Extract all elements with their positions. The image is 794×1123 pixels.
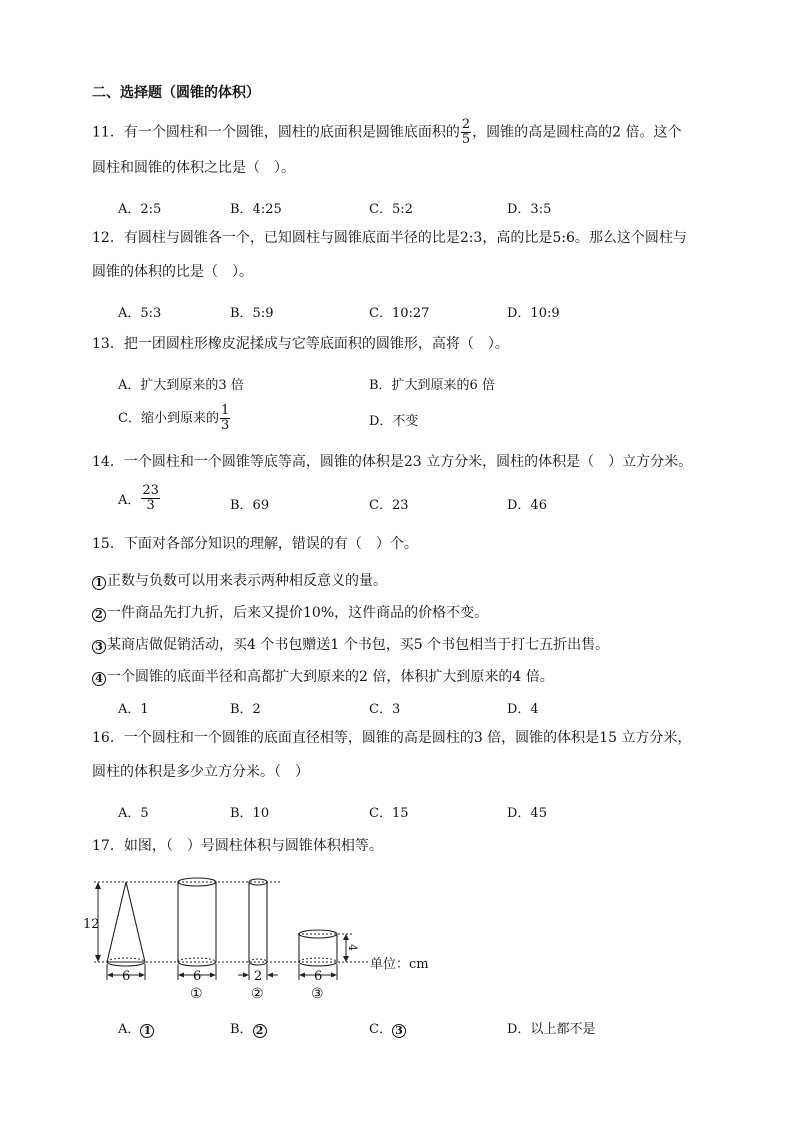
question-11-line2: 圆柱和圆锥的体积之比是（ ）。 [92, 160, 295, 176]
circled-number-3: 3 [92, 640, 106, 654]
cylinder-3-mark: ③ [311, 986, 324, 1002]
section-title: 二、选择题（圆锥的体积） [92, 85, 260, 101]
question-11-text: 11．有一个圆柱和一个圆锥，圆柱的底面积是圆锥底面积的 [92, 124, 460, 141]
q15-option-d[interactable]: D．4 [507, 702, 539, 717]
cone-base-label: 6 [122, 969, 131, 984]
question-17-line1: 17．如图，（ ）号圆柱体积与圆锥体积相等。 [92, 838, 383, 854]
q11-option-b[interactable]: B．4:25 [230, 202, 282, 217]
cylinder-2-base-label: 2 [254, 969, 263, 984]
cylinder-2 [249, 879, 267, 965]
q16-option-a[interactable]: A．5 [118, 806, 149, 821]
q14-option-c[interactable]: C．23 [369, 498, 409, 513]
cone-height-label: 12 [83, 917, 100, 932]
question-16-line2: 圆柱的体积是多少立方分米。（ ） [92, 764, 309, 780]
q13-option-c[interactable]: C．缩小到原来的 $\frac{1}{3}$ [118, 403, 230, 433]
cylinder-3 [299, 930, 337, 966]
q13-option-d[interactable]: D．不变 [369, 414, 419, 429]
circled-number-4: 4 [92, 672, 106, 686]
fraction-1-3: $\frac{1}{3}$ [220, 403, 230, 433]
q15-statement-3: 3 某商店做促销活动，买4 个书包赠送1 个书包，买5 个书包相当于打七五折出售。 [92, 634, 609, 654]
q15-statement-2: 2 一件商品先打九折，后来又提价10%，这件商品的价格不变。 [92, 602, 488, 622]
q15-statement-4: 4 一个圆锥的底面半径和高都扩大到原来的2 倍，体积扩大到原来的4 倍。 [92, 666, 554, 686]
q12-option-c[interactable]: C．10:27 [369, 306, 430, 321]
unit-label: 单位：cm [370, 957, 429, 972]
fraction-2-5: $\frac{2}{5}$ [461, 117, 471, 147]
q15-option-b[interactable]: B．2 [230, 702, 261, 717]
cylinder-1-base-label: 6 [193, 969, 202, 984]
circled-number-3-icon: 3 [392, 1024, 406, 1038]
q12-option-a[interactable]: A．5:3 [118, 306, 162, 321]
question-12-line1: 12．有圆柱与圆锥各一个，已知圆柱与圆锥底面半径的比是2:3，高的比是5:6。那么这个圆柱与 [92, 230, 687, 246]
question-15-line1: 15．下面对各部分知识的理解，错误的有（ ）个。 [92, 536, 418, 552]
q17-option-d[interactable]: D．以上都不是 [507, 1022, 596, 1037]
q15-option-a[interactable]: A．1 [118, 702, 149, 717]
question-12-line2: 圆锥的体积的比是（ ）。 [92, 264, 253, 280]
q15-statement-1: 1 正数与负数可以用来表示两种相反意义的量。 [92, 570, 387, 590]
cone-shape [107, 882, 145, 966]
question-16-line1: 16．一个圆柱和一个圆锥的底面直径相等，圆锥的高是圆柱的3 倍，圆锥的体积是15 立方分米， [92, 730, 692, 746]
q17-option-c[interactable]: C． 3 [369, 1018, 407, 1038]
question-14-line1: 14．一个圆柱和一个圆锥等底等高，圆锥的体积是23 立方分米，圆柱的体积是（ ）立方分米。 [92, 454, 693, 470]
q17-option-b[interactable]: B． 2 [230, 1018, 268, 1038]
q11-option-c[interactable]: C．5:2 [369, 202, 413, 217]
circled-number-1: 1 [92, 576, 106, 590]
q13-option-a[interactable]: A．扩大到原来的3 倍 [118, 378, 244, 393]
fraction-23-3: $\frac{23}{3}$ [142, 483, 159, 513]
q14-option-d[interactable]: D．46 [507, 498, 547, 513]
cylinder-1 [178, 878, 216, 966]
q13-option-b[interactable]: B．扩大到原来的6 倍 [369, 378, 495, 393]
q14-option-b[interactable]: B．69 [230, 498, 270, 513]
circled-number-1-icon: 1 [140, 1024, 154, 1038]
q15-option-c[interactable]: C．3 [369, 702, 401, 717]
q17-figure [80, 872, 440, 1002]
cylinder-1-mark: ① [190, 986, 203, 1002]
q17-option-a[interactable]: A． 1 [118, 1018, 155, 1038]
q11-option-d[interactable]: D．3:5 [507, 202, 552, 217]
cylinder-3-base-label: 6 [314, 969, 323, 984]
q12-option-b[interactable]: B．5:9 [230, 306, 274, 321]
cylinder-3-height-label: 4 [346, 944, 359, 951]
question-13-line1: 13．把一团圆柱形橡皮泥揉成与它等底面积的圆锥形，高将（ ）。 [92, 336, 509, 352]
q16-option-c[interactable]: C．15 [369, 806, 409, 821]
cylinder-2-mark: ② [251, 986, 264, 1002]
question-11-text-cont: ，圆锥的高是圆柱高的2 倍。这个 [472, 124, 682, 141]
circled-number-2-icon: 2 [253, 1024, 267, 1038]
q16-option-d[interactable]: D．45 [507, 806, 547, 821]
question-11-line1 [92, 118, 681, 147]
q11-option-a[interactable]: A．2:5 [118, 202, 162, 217]
q14-option-a[interactable]: A． $\frac{23}{3}$ [118, 483, 159, 513]
circled-number-2: 2 [92, 608, 106, 622]
q16-option-b[interactable]: B．10 [230, 806, 270, 821]
q12-option-d[interactable]: D．10:9 [507, 306, 560, 321]
